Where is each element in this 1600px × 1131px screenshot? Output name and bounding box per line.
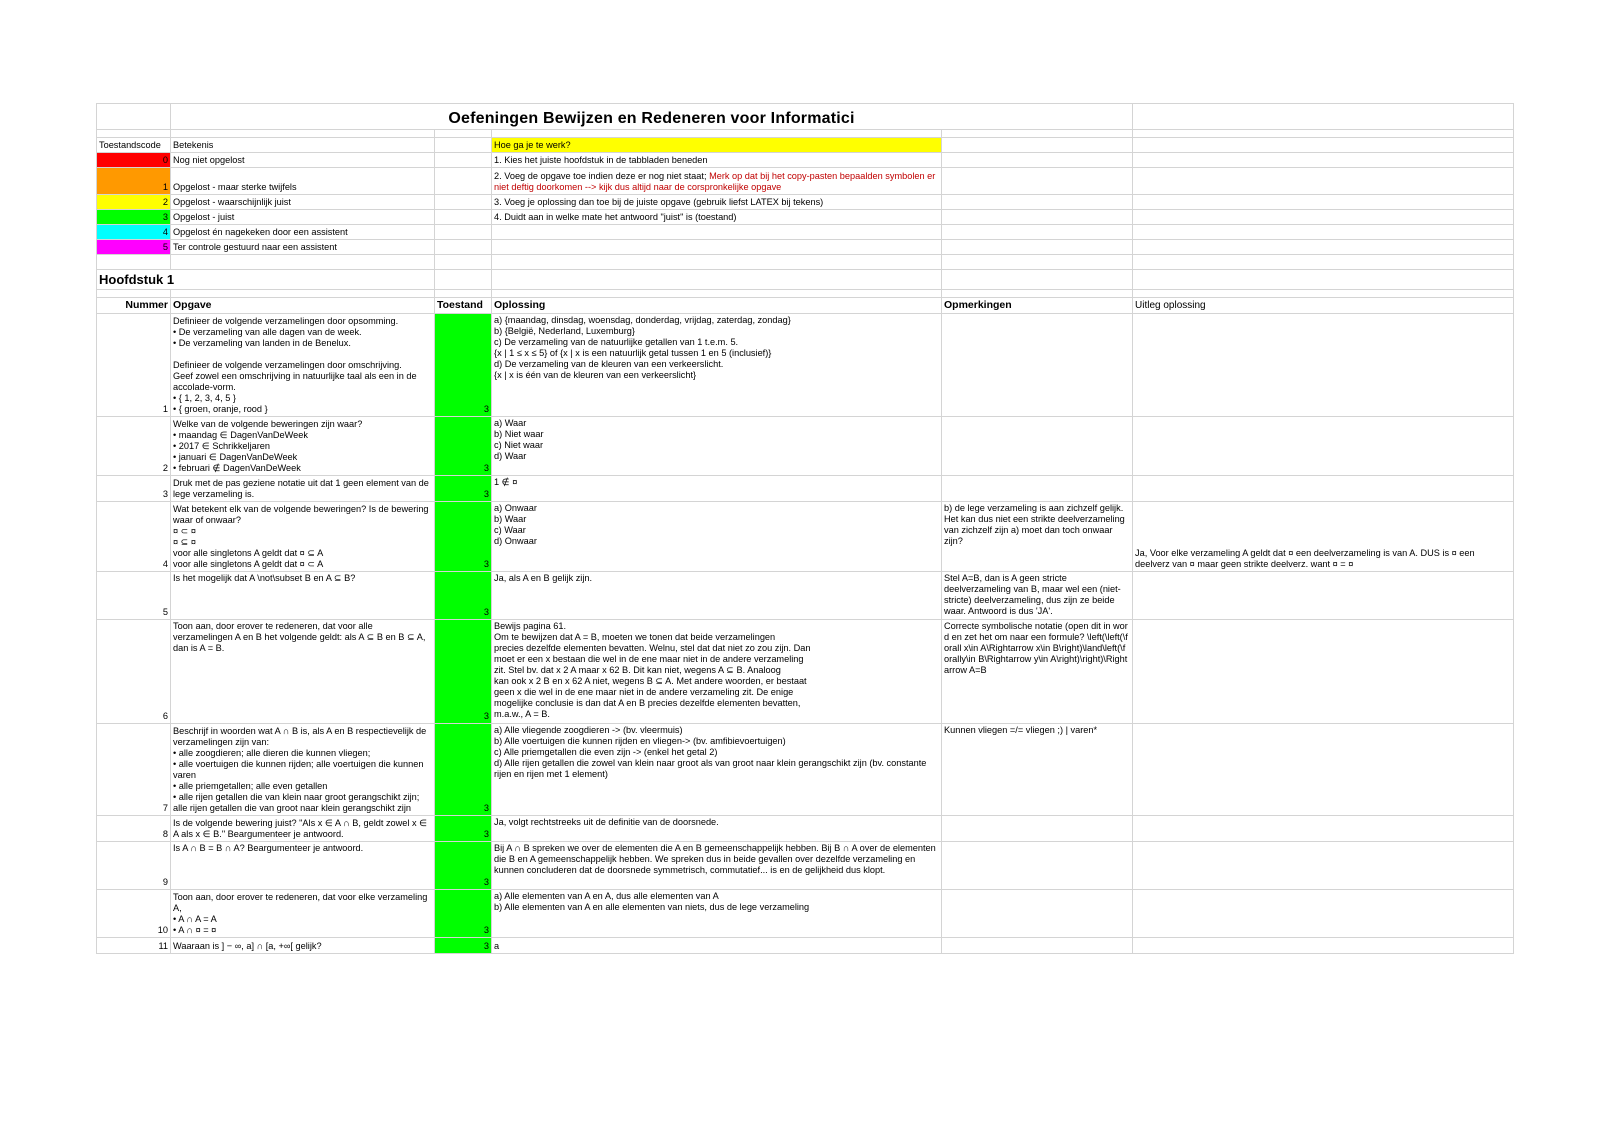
- exercise-status[interactable]: 3: [435, 476, 492, 502]
- legend-label-4[interactable]: Opgelost én nagekeken door een assistent: [171, 225, 435, 240]
- exercise-remarks[interactable]: Correcte symbolische notatie (open dit in word en zet het om naar een formule? \left(\left(\forall x\in A\Rightarrow x\in B\right)\land\left(\forally\in B\Rightarrow y\in A\right)\right)\Rightarrow A=B: [942, 620, 1133, 724]
- exercise-number[interactable]: 11: [97, 938, 171, 954]
- cell[interactable]: [492, 225, 942, 240]
- column-header-status[interactable]: Toestand: [435, 298, 492, 314]
- legend-meaning-header[interactable]: Betekenis: [171, 138, 435, 153]
- cell[interactable]: [435, 195, 492, 210]
- legend-row: [97, 168, 1514, 195]
- chapter-title[interactable]: Hoofdstuk 1: [97, 270, 435, 290]
- exercise-explanation[interactable]: [1133, 572, 1514, 620]
- cell[interactable]: [492, 130, 942, 138]
- cell[interactable]: [1133, 240, 1514, 255]
- cell[interactable]: [492, 240, 942, 255]
- exercise-explanation[interactable]: [1133, 842, 1514, 890]
- column-header-solution[interactable]: Oplossing: [492, 298, 942, 314]
- exercise-number[interactable]: 10: [97, 890, 171, 938]
- legend-label-1[interactable]: Opgelost - maar sterke twijfels: [171, 168, 435, 195]
- column-header-row: [97, 298, 1514, 314]
- exercise-solution[interactable]: Bij A ∩ B spreken we over de elementen die A en B gemeenschappelijk hebben. Bij B ∩ A over de elementen die B en A gemeenschappelijk hebben. We spreken dus in beide gevallen over dezelfde verzameling en kunnen concluderen dat de doorsnede symmetrisch, commutatief... is en de gelijkheid dus klopt.: [492, 842, 942, 890]
- exercise-task[interactable]: Is de volgende bewering juist? "Als x ∈ A ∩ B, geldt zowel x ∈ A als x ∈ B." Beargumenteer je antwoord.: [171, 816, 435, 842]
- cell[interactable]: [1133, 290, 1514, 298]
- instructions-title[interactable]: Hoe ga je te werk?: [492, 138, 942, 153]
- cell[interactable]: [942, 138, 1133, 153]
- exercise-solution[interactable]: a) Waar b) Niet waar c) Niet waar d) Waar: [492, 417, 942, 476]
- exercise-row: [97, 476, 1514, 502]
- cell[interactable]: [435, 240, 492, 255]
- exercise-solution[interactable]: Bewijs pagina 61. Om te bewijzen dat A = B, moeten we tonen dat beide verzamelingen precies dezelfde elementen bevatten. Welnu, stel dat dat niet zo zou zijn. Dan moet er een x bestaan die wel in de ene maar niet in de andere verzameling zit. Stel bv. dat x 2 A maar x 62 B. Dit kan niet, wegens A ⊆ B. Analoog kan ook x 2 B en x 62 A niet, wegens B ⊆ A. Met andere woorden, er bestaat geen x die wel in de ene maar niet in de andere verzameling zit. De enige mogelijke conclusie is dan dat A en B precies dezelfde elementen bevatten, m.a.w., A = B.: [492, 620, 942, 724]
- exercise-explanation[interactable]: [1133, 476, 1514, 502]
- exercise-row: [97, 724, 1514, 816]
- cell[interactable]: [435, 255, 492, 270]
- cell[interactable]: [942, 290, 1133, 298]
- cell[interactable]: [492, 270, 942, 290]
- instruction-step-2-text: 2. Voeg de opgave toe indien deze er nog niet staat;: [494, 170, 710, 181]
- exercise-number[interactable]: 6: [97, 620, 171, 724]
- exercise-row: [97, 502, 1514, 572]
- cell[interactable]: [1133, 210, 1514, 225]
- exercise-number[interactable]: 1: [97, 314, 171, 417]
- cell[interactable]: [435, 130, 492, 138]
- exercise-task[interactable]: Toon aan, door erover te redeneren, dat voor elke verzameling A, • A ∩ A = A • A ∩ ¤ = ¤: [171, 890, 435, 938]
- exercise-row: [97, 890, 1514, 938]
- exercise-row: [97, 417, 1514, 476]
- instruction-step-4[interactable]: 4. Duidt aan in welke mate het antwoord "juist" is (toestand): [492, 210, 942, 225]
- exercise-status[interactable]: 3: [435, 572, 492, 620]
- exercise-remarks[interactable]: [942, 890, 1133, 938]
- cell[interactable]: [435, 225, 492, 240]
- empty-row: [97, 130, 1514, 138]
- legend-code-5[interactable]: 5: [97, 240, 171, 255]
- title-row: [97, 104, 1514, 130]
- exercise-remarks[interactable]: [942, 417, 1133, 476]
- legend-label-3[interactable]: Opgelost - juist: [171, 210, 435, 225]
- exercise-task[interactable]: Druk met de pas geziene notatie uit dat 1 geen element van de lege verzameling is.: [171, 476, 435, 502]
- exercise-task[interactable]: Is A ∩ B = B ∩ A? Beargumenteer je antwoord.: [171, 842, 435, 890]
- exercise-row: [97, 842, 1514, 890]
- exercise-status[interactable]: 3: [435, 620, 492, 724]
- spreadsheet: [96, 103, 1514, 954]
- exercise-solution[interactable]: a) Alle vliegende zoogdieren -> (bv. vleermuis) b) Alle voertuigen die kunnen rijden en vliegen-> (bv. amfibievoertuigen) c) Alle priemgetallen die even zijn -> (enkel het getal 2) d) Alle rijen getallen die zowel van klein naar groot als van groot naar klein gerangschikt zijn (bv. constante rijen en rijen met 1 element): [492, 724, 942, 816]
- cell[interactable]: [942, 270, 1133, 290]
- exercise-number[interactable]: 7: [97, 724, 171, 816]
- cell[interactable]: [171, 255, 435, 270]
- cell[interactable]: [942, 225, 1133, 240]
- cell[interactable]: [1133, 255, 1514, 270]
- exercise-solution[interactable]: a) Onwaar b) Waar c) Waar d) Onwaar: [492, 502, 942, 572]
- cell[interactable]: [171, 130, 435, 138]
- exercise-remarks[interactable]: b) de lege verzameling is aan zichzelf gelijk. Het kan dus niet een strikte deelverzameling van zichzelf zijn a) moet dan toch onwaar zijn?: [942, 502, 1133, 572]
- exercise-explanation[interactable]: [1133, 890, 1514, 938]
- empty-row: [97, 255, 1514, 270]
- cell[interactable]: [942, 210, 1133, 225]
- exercise-row: [97, 620, 1514, 724]
- column-header-task[interactable]: Opgave: [171, 298, 435, 314]
- cell[interactable]: [492, 255, 942, 270]
- exercise-status[interactable]: 3: [435, 417, 492, 476]
- exercise-task[interactable]: Waaraan is ] − ∞, a] ∩ [a, +∞[ gelijk?: [171, 938, 435, 954]
- empty-row: [97, 290, 1514, 298]
- exercise-remarks[interactable]: [942, 816, 1133, 842]
- exercise-row: [97, 572, 1514, 620]
- sheet-title[interactable]: Oefeningen Bewijzen en Redeneren voor Informatici: [171, 104, 1133, 130]
- exercise-remarks[interactable]: Stel A=B, dan is A geen stricte deelverzameling van B, maar wel een (niet-stricte) deelverzameling, dus zijn ze beide waar. Antwoord is dus 'JA'.: [942, 572, 1133, 620]
- exercise-explanation[interactable]: [1133, 620, 1514, 724]
- exercise-status[interactable]: 3: [435, 816, 492, 842]
- exercise-number[interactable]: 5: [97, 572, 171, 620]
- cell[interactable]: [1133, 138, 1514, 153]
- exercise-solution[interactable]: a: [492, 938, 942, 954]
- legend-code-0[interactable]: 0: [97, 153, 171, 168]
- exercise-task[interactable]: Definieer de volgende verzamelingen door opsomming. • De verzameling van alle dagen van de week. • De verzameling van landen in de Benelux. Definieer de volgende verzamelingen door omschrijving. Geef zowel een omschrijving in natuurlijke taal als een in de accolade-vorm. • { 1, 2, 3, 4, 5 } • { groen, oranje, rood }: [171, 314, 435, 417]
- exercise-solution[interactable]: Ja, als A en B gelijk zijn.: [492, 572, 942, 620]
- legend-code-header[interactable]: Toestandscode: [97, 138, 171, 153]
- legend-row: [97, 195, 1514, 210]
- column-header-number[interactable]: Nummer: [97, 298, 171, 314]
- legend-code-3[interactable]: 3: [97, 210, 171, 225]
- legend-label-5[interactable]: Ter controle gestuurd naar een assistent: [171, 240, 435, 255]
- exercise-explanation[interactable]: [1133, 724, 1514, 816]
- cell[interactable]: [1133, 168, 1514, 195]
- cell[interactable]: [435, 270, 492, 290]
- exercise-status[interactable]: 3: [435, 842, 492, 890]
- legend-row: [97, 225, 1514, 240]
- exercise-task[interactable]: Is het mogelijk dat A \not\subset B en A ⊆ B?: [171, 572, 435, 620]
- exercise-solution[interactable]: a) Alle elementen van A en A, dus alle elementen van A b) Alle elementen van A en alle elementen van niets, dus de lege verzameling: [492, 890, 942, 938]
- exercise-task[interactable]: Toon aan, door erover te redeneren, dat voor alle verzamelingen A en B het volgende geldt: als A ⊆ B en B ⊆ A, dan is A = B.: [171, 620, 435, 724]
- legend-label-0[interactable]: Nog niet opgelost: [171, 153, 435, 168]
- exercise-remarks[interactable]: Kunnen vliegen =/= vliegen ;) | varen*: [942, 724, 1133, 816]
- cell[interactable]: [1133, 195, 1514, 210]
- cell[interactable]: [97, 104, 171, 130]
- legend-row: [97, 210, 1514, 225]
- legend-row: [97, 153, 1514, 168]
- instruction-step-2-warning: Merk op dat bij het copy-pasten bepaalden symbolen er niet deftig doorkomen --> kijk dus altijd naar de corspronkelijke opgave: [494, 170, 936, 192]
- cell[interactable]: [942, 130, 1133, 138]
- instruction-step-1[interactable]: 1. Kies het juiste hoofdstuk in de tabbladen beneden: [492, 153, 942, 168]
- exercise-status[interactable]: 3: [435, 890, 492, 938]
- column-header-remarks[interactable]: Opmerkingen: [942, 298, 1133, 314]
- cell[interactable]: [942, 195, 1133, 210]
- exercise-row: [97, 938, 1514, 954]
- cell[interactable]: [1133, 225, 1514, 240]
- exercise-remarks[interactable]: [942, 842, 1133, 890]
- exercise-row: [97, 314, 1514, 417]
- exercise-remarks[interactable]: [942, 476, 1133, 502]
- cell[interactable]: [97, 290, 171, 298]
- cell[interactable]: [435, 138, 492, 153]
- cell[interactable]: [435, 153, 492, 168]
- exercise-number[interactable]: 9: [97, 842, 171, 890]
- cell[interactable]: [171, 290, 435, 298]
- instruction-step-3[interactable]: 3. Voeg je oplossing dan toe bij de juiste opgave (gebruik liefst LATEX bij tekens): [492, 195, 942, 210]
- cell[interactable]: [492, 290, 942, 298]
- exercise-status[interactable]: 3: [435, 502, 492, 572]
- cell[interactable]: [1133, 153, 1514, 168]
- cell[interactable]: [435, 290, 492, 298]
- legend-code-4[interactable]: 4: [97, 225, 171, 240]
- exercise-task[interactable]: Wat betekent elk van de volgende beweringen? Is de bewering waar of onwaar? ¤ ⊂ ¤ ¤ ⊆ ¤ voor alle singletons A geldt dat ¤ ⊆ A voor alle singletons A geldt dat ¤ ⊂ A: [171, 502, 435, 572]
- legend-header-row: [97, 138, 1514, 153]
- exercise-status[interactable]: 3: [435, 938, 492, 954]
- cell[interactable]: [435, 168, 492, 195]
- exercise-explanation[interactable]: [1133, 938, 1514, 954]
- exercise-row: [97, 816, 1514, 842]
- exercise-solution[interactable]: Ja, volgt rechtstreeks uit de definitie van de doorsnede.: [492, 816, 942, 842]
- exercise-solution[interactable]: 1 ∉ ¤: [492, 476, 942, 502]
- exercise-status[interactable]: 3: [435, 724, 492, 816]
- cell[interactable]: [942, 240, 1133, 255]
- exercise-explanation[interactable]: [1133, 417, 1514, 476]
- exercise-remarks[interactable]: [942, 314, 1133, 417]
- cell[interactable]: [97, 130, 171, 138]
- exercise-explanation[interactable]: [1133, 314, 1514, 417]
- exercise-number[interactable]: 2: [97, 417, 171, 476]
- legend-row: [97, 240, 1514, 255]
- cell[interactable]: [942, 168, 1133, 195]
- cell[interactable]: [435, 210, 492, 225]
- legend-label-2[interactable]: Opgelost - waarschijnlijk juist: [171, 195, 435, 210]
- exercise-number[interactable]: 3: [97, 476, 171, 502]
- column-header-explanation[interactable]: Uitleg oplossing: [1133, 298, 1514, 314]
- exercise-remarks[interactable]: [942, 938, 1133, 954]
- legend-code-1[interactable]: 1: [97, 168, 171, 195]
- chapter-row: [97, 270, 1514, 290]
- exercise-number[interactable]: 4: [97, 502, 171, 572]
- legend-code-2[interactable]: 2: [97, 195, 171, 210]
- cell[interactable]: [97, 255, 171, 270]
- instruction-step-2[interactable]: [492, 168, 942, 195]
- cell[interactable]: [942, 255, 1133, 270]
- exercise-task[interactable]: Welke van de volgende beweringen zijn waar? • maandag ∈ DagenVanDeWeek • 2017 ∈ Schrikkeljaren • januari ∈ DagenVanDeWeek • februari ∉ DagenVanDeWeek: [171, 417, 435, 476]
- cell[interactable]: [942, 153, 1133, 168]
- exercise-explanation[interactable]: [1133, 816, 1514, 842]
- exercise-explanation[interactable]: Ja, Voor elke verzameling A geldt dat ¤ een deelverzameling is van A. DUS is ¤ een deelverz van ¤ maar geen strikte deelverz. want ¤ = ¤: [1133, 502, 1514, 572]
- exercise-task[interactable]: Beschrijf in woorden wat A ∩ B is, als A en B respectievelijk de verzamelingen zijn van: • alle zoogdieren; alle dieren die kunnen vliegen; • alle voertuigen die kunnen rijden; alle voertuigen die kunnen varen • alle priemgetallen; alle even getallen • alle rijen getallen die van klein naar groot gerangschikt zijn; alle rijen getallen die van groot naar klein gerangschikt zijn: [171, 724, 435, 816]
- exercise-solution[interactable]: a) {maandag, dinsdag, woensdag, donderdag, vrijdag, zaterdag, zondag} b) {België, Nederland, Luxemburg} c) De verzameling van de natuurlijke getallen van 1 t.e.m. 5. {x | 1 ≤ x ≤ 5} of {x | x is een natuurlijk getal tussen 1 en 5 (inclusief)} d) De verzameling van de kleuren van een verkeerslicht. {x | x is één van de kleuren van een verkeerslicht}: [492, 314, 942, 417]
- exercise-status[interactable]: 3: [435, 314, 492, 417]
- cell[interactable]: [1133, 270, 1514, 290]
- cell[interactable]: [1133, 104, 1514, 130]
- cell[interactable]: [1133, 130, 1514, 138]
- exercise-number[interactable]: 8: [97, 816, 171, 842]
